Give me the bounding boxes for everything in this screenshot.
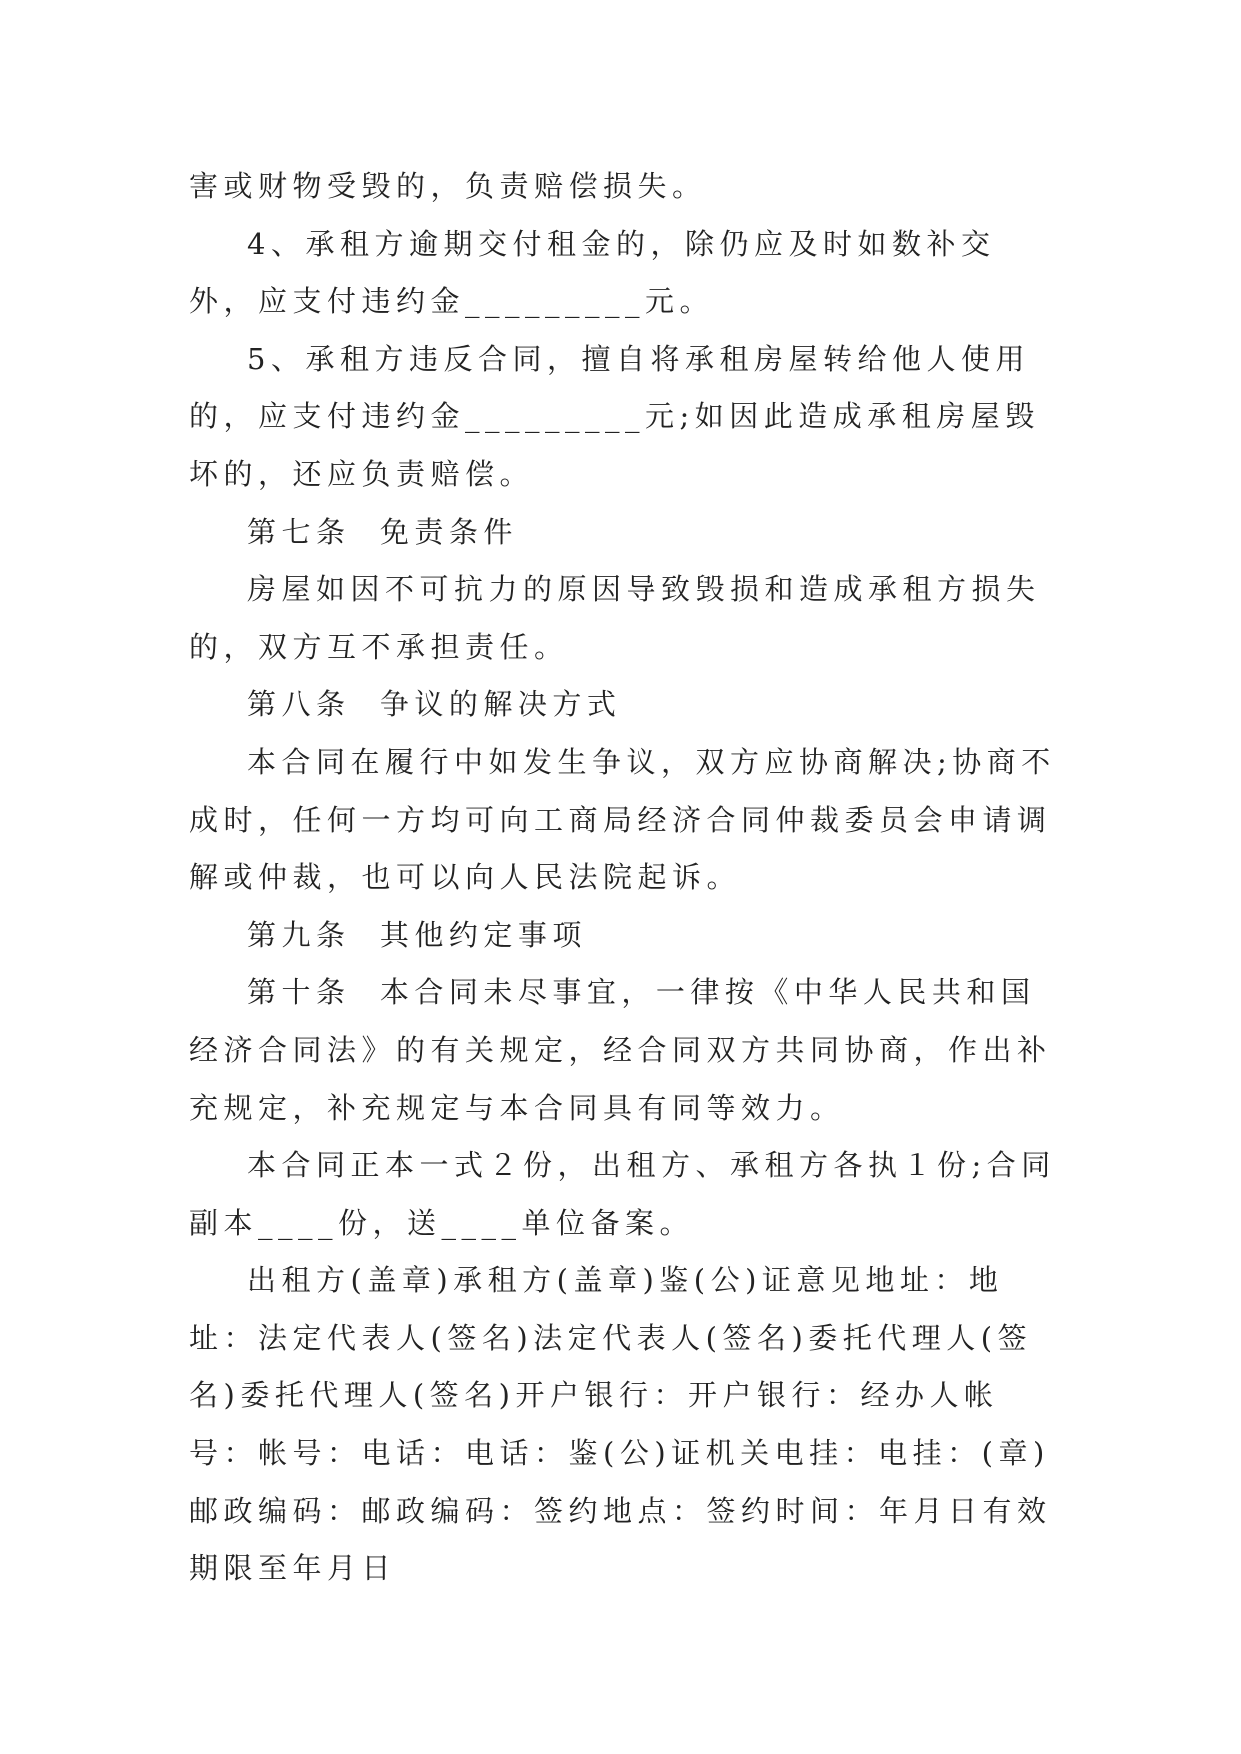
paragraph-sublet-penalty: 5、承租方违反合同，擅自将承租房屋转给他人使用的，应支付违约金_________元;如因此造成承租房屋毁坏的，还应负责赔偿。	[189, 341, 1040, 491]
heading-article-7: 第七条 免责条件	[247, 514, 518, 549]
paragraph-dispute-resolution: 本合同在履行中如发生争议，双方应协商解决;协商不成时，任何一方均可向工商局经济合同仲裁委员会申请调解或仲裁，也可以向人民法院起诉。	[189, 744, 1056, 895]
paragraph-signature-block: 出租方(盖章)承租方(盖章)鉴(公)证意见地址：地址：法定代表人(签名)法定代表人(签名)委托代理人(签名)委托代理人(签名)开户银行：开户银行：经办人帐号：帐号：电话：电话：鉴(公)证机关电挂：电挂：(章)邮政编码：邮政编码：签约地点：签约时间：年月日有效期限至年月日	[189, 1263, 1052, 1586]
paragraph-damage-liability-continued: 害或财物受毁的，负责赔偿损失。	[189, 169, 707, 203]
document-body	[189, 158, 1059, 1598]
heading-article-9: 第九条 其他约定事项	[247, 917, 587, 952]
heading-article-8: 第八条 争议的解决方式	[247, 687, 622, 722]
paragraph-force-majeure: 房屋如因不可抗力的原因导致毁损和造成承租方损失的，双方互不承担责任。	[189, 572, 1041, 664]
paragraph-copies: 本合同正本一式２份，出租方、承租方各执１份;合同副本____份，送____单位备案。	[189, 1148, 1056, 1240]
paragraph-article-10: 第十条 本合同未尽事宜，一律按《中华人民共和国经济合同法》的有关规定，经合同双方共同协商，作出补充规定，补充规定与本合同具有同等效力。	[189, 975, 1052, 1125]
paragraph-late-rent-penalty: 4、承租方逾期交付租金的，除仍应及时如数补交外，应支付违约金_________元。	[189, 226, 996, 319]
